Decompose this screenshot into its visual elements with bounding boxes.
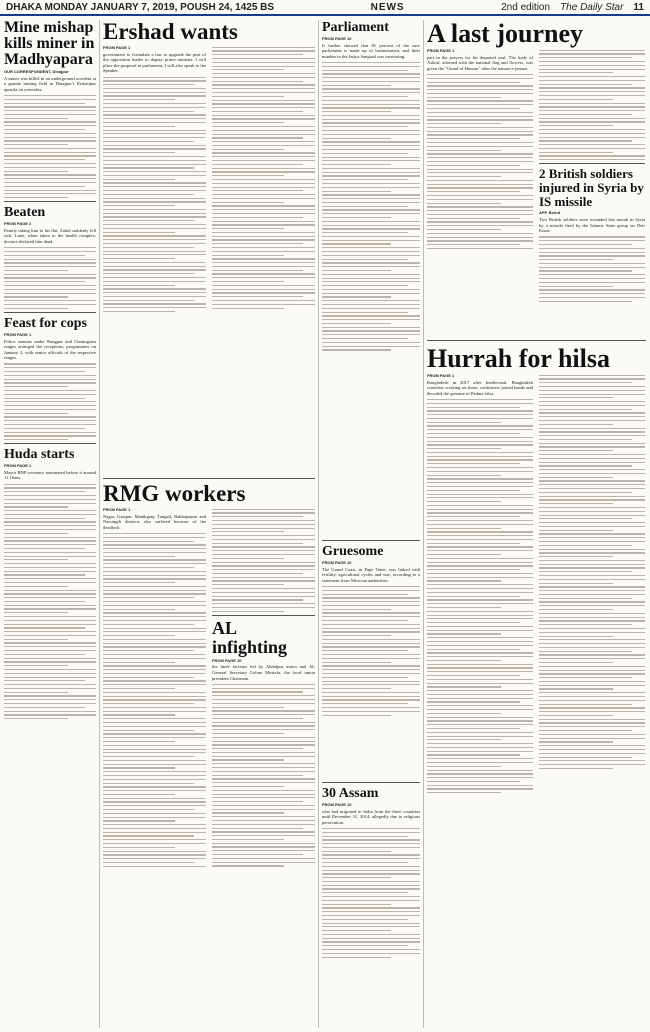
huda-headline: Huda starts [4, 447, 75, 463]
parliament-lead: It further showed that 81 percent of the new parliament is made up of businessmen, and their number in the Jatiya Sangsad was increasing. [322, 42, 420, 59]
column-4-gruesome [322, 540, 420, 780]
assam-lead: who had migrated to India from the three countries until December 31, 2014, allegedly due to religious persecution. [322, 808, 420, 825]
journey-lead: part in the prayers for his departed soul. The body of Ashraf, adorned with the national flag and flowers, was given the "Guard of Honour" after the namaz-e-janaza. [427, 54, 533, 71]
feast-body [4, 363, 96, 440]
beaten-body [4, 247, 96, 309]
column-4 [322, 20, 420, 538]
masthead-section: NEWS [370, 1, 405, 13]
parliament-headline: Parliament [322, 20, 389, 35]
journey-kicker: FROM PAGE 1 [427, 48, 455, 53]
britishers-headline: 2 British soldiers injured in Syria by IS missile [539, 166, 644, 210]
hilsa-lead: Bangladesh in 2017 after Intellectual. Bangladesh scientists working on these, confirmers joined hands and decoded the genome of Padma hilsa. [427, 379, 533, 396]
mine-lead: A miner was killed in an underground accident at a granite mining field in Dinajpur's Parbatipur upazila on yesterday. [4, 75, 96, 92]
huda-kicker: FROM PAGE 1 [4, 463, 32, 469]
column-1 [4, 20, 96, 1028]
gruesome-kicker: FROM PAGE 10 [322, 560, 352, 565]
assam-kicker: FROM PAGE 10 [322, 802, 352, 807]
rmg-kicker: FROM PAGE 1 [103, 507, 131, 512]
masthead-dateline: DHAKA MONDAY JANUARY 7, 2019, POUSH 24, 1425 BS [6, 1, 275, 13]
article-hilsa [427, 345, 646, 1028]
mine-kicker: OUR CORRESPONDENT, Dinajpur [4, 69, 69, 74]
ershad-lead: government to formulate a law to upgrade the post of the opposition leader to deputy prime minister. I will place the proposal in parliament, I will also speak to the Speaker. [103, 51, 206, 74]
beaten-kicker: FROM PAGE 2 [4, 221, 32, 227]
feast-kicker: FROM PAGE 1 [4, 331, 32, 337]
masthead [0, 0, 650, 16]
masthead-page-number: 11 [633, 1, 644, 13]
gruesome-headline: Gruesome [322, 544, 384, 559]
britishers-kicker: AFP, Beirut [539, 210, 561, 216]
journey-headline: A last journey [427, 20, 583, 48]
rmg-lead: Nagar, Gazipur, Manikganj, Tangail, Rakhapatpur and Narsingdi districts also suffered because of the deadlock. [103, 513, 206, 530]
article-ershad [103, 20, 315, 475]
masthead-brand: The Daily Star [560, 1, 624, 13]
mine-body [4, 95, 96, 198]
britishers-lead: Two British soldiers were wounded last month in Syria by a missile fired by the Islamic State group on Deir Ezzor. [539, 217, 645, 234]
huda-lead: Mayor BNP secretary nominated before it around 11.10am. [4, 469, 96, 481]
feast-headline: Feast for cops [4, 315, 87, 331]
masthead-edition: 2nd edition [501, 1, 551, 13]
feast-lead: Police stations under Rangpur and Chattogram ranges arranged the receptions, programmes on January 2, with senior officials of the respective ranges. [4, 338, 96, 361]
hilsa-kicker: FROM PAGE 1 [427, 373, 455, 378]
ajl-lead: the three factions led by Abdalpur union and AL General Secretary Golam Mostafa, the local union president Chairman. [212, 664, 315, 681]
beaten-lead: Family taking him to his flat, Zahid suddenly fell sick. Later, when taken to the health complex, doctors declared him dead. [4, 227, 96, 245]
beaten-headline: Beaten [4, 205, 46, 221]
ershad-kicker: FROM PAGE 1 [103, 45, 131, 50]
huda-body [4, 484, 96, 720]
hilsa-headline: Hurrah for hilsa [427, 345, 610, 373]
assam-headline: 30 Assam [322, 786, 379, 801]
gruesome-lead: The Grand Coast, in Pape Teine, was linked with fertility, agricultural cycles and war, according to a statement from Mexican authorities. [322, 566, 420, 583]
mine-headline: Mine mishap kills miner in Madhyapara [4, 20, 95, 68]
article-rmg [103, 482, 315, 1028]
parliament-kicker: FROM PAGE 10 [322, 36, 352, 41]
column-4-assam [322, 782, 420, 1028]
rmg-headline: RMG workers [103, 482, 246, 506]
ajl-kicker: FROM PAGE 10 [212, 657, 242, 663]
ershad-headline: Ershad wants [103, 20, 238, 44]
article-journey [427, 20, 646, 338]
ajl-headline: AL infighting [212, 617, 288, 657]
